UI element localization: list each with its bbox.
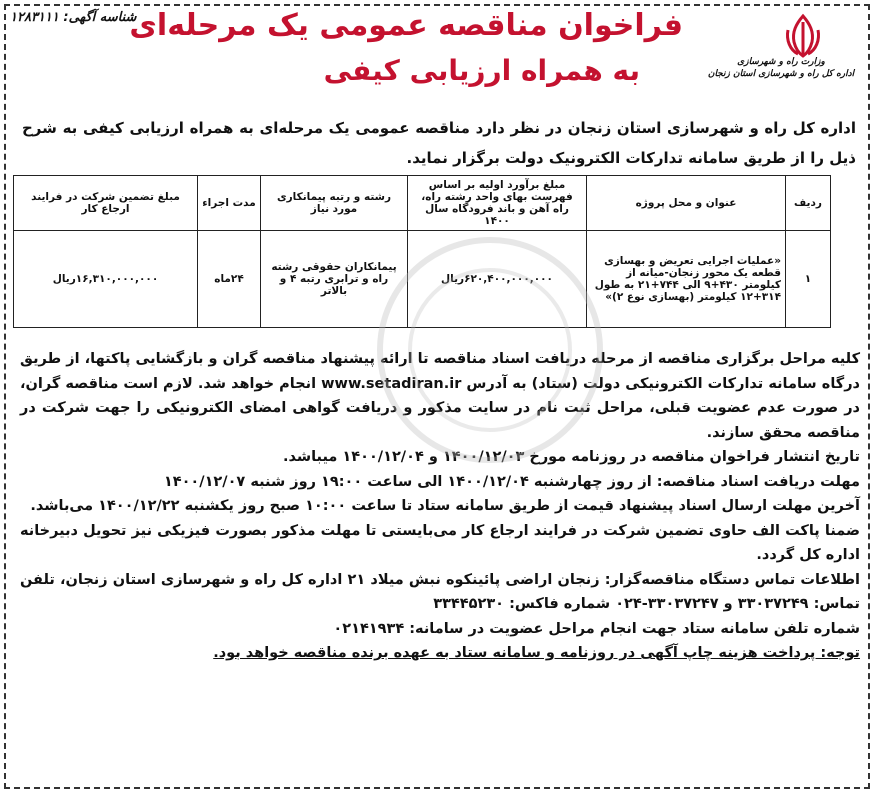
header-contractor: رشته و رتبه پیمانکاری مورد نیاز [261,176,408,231]
cell-contractor: پیمانکاران حقوقی رشته راه و ترابری رتبه ۴ و بالاتر [261,231,408,328]
header-project: عنوان و محل پروژه [587,176,786,231]
ad-id: شناسه آگهی: ۱۲۸۳۱۱۱ [10,10,137,25]
paragraph-doc-deadline: مهلت دریافت اسناد مناقصه: از روز چهارشنبه ۱۴۰۰/۱۲/۰۴ الی ساعت ۱۹:۰۰ روز شنبه ۱۴۰۰/۱۲/۰۷ [163,473,860,490]
cell-project: «عملیات اجرایی تعریض و بهسازی قطعه یک محور زنجان-میانه از کیلومتر ۴۳۰+۹ الی ۷۴۴+۲۱ به طول ۳۱۴+۱۲ کیلومتر (بهسازی نوع ۲)» [587,231,786,328]
paragraph-setad-phone: شماره تلفن سامانه ستاد جهت انجام مراحل عضویت در سامانه: ۰۲۱۴۱۹۳۴ [333,620,860,637]
intro-text: اداره کل راه و شهرسازی استان زنجان در نظر دارد مناقصه عمومی یک مرحله‌ای به همراه ارزیابی کیفی به شرح ذیل را از طریق سامانه تدارکات الکترونیک دولت برگزار نماید. [22,119,856,167]
paragraph-note: توجه: پرداخت هزینه چاپ آگهی در روزنامه و سامانه ستاد به عهده برنده مناقصه خواهد بود. [213,645,860,661]
paragraph-contact: اطلاعات تماس دستگاه مناقصه‌گزار: زنجان اراضی پائینکوه نبش میلاد ۲۱ اداره کل راه و شهرسازی استان زنجان، تلفن تماس: ۳۳۰۳۷۲۴۹ و ۳۳۰۳۷۲۴۷-۰۲۴ شماره فاکس: ۳۳۴۴۵۲۳۰ [20,571,860,612]
tender-table [13,175,831,328]
header-duration: مدت اجراء [198,176,261,231]
paragraph-process: کلیه مراحل برگزاری مناقصه از مرحله دریافت اسناد مناقصه تا ارائه پیشنهاد مناقصه گران و بازگشایی پاکتها، از طریق درگاه سامانه تدارکات الکترونیکی دولت (ستاد) به آدرس www.setadiran.ir انجام خواهد شد. لازم است مناقصه گران، در صورت عدم عضویت قبلی، مراحل ثبت نام در سایت مذکور و دریافت گواهی امضای الکترونیکی را جهت شرکت در مناقصه محقق سازند. [20,351,860,441]
header-guarantee: مبلغ تضمین شرکت در فرایند ارجاع کار [14,176,198,231]
cell-estimate: ۶۲۰,۴۰۰,۰۰۰,۰۰۰ریال [408,231,587,328]
paragraph-bid-deadline: آخرین مهلت ارسال اسناد پیشنهاد قیمت از طریق سامانه ستاد تا ساعت ۱۰:۰۰ صبح روز یکشنبه ۱۴۰۰/۱۲/۲۲ می‌باشد. [30,498,860,514]
org-name [706,56,856,80]
title-line-2: به همراه ارزیابی کیفی [323,54,640,87]
title-line-1: فراخوان مناقصه عمومی یک مرحله‌ای [129,8,683,43]
table-row [14,231,831,328]
header-estimate: مبلغ برآورد اولیه بر اساس فهرست بهای واحد رشته راه، راه آهن و باند فرودگاه سال ۱۴۰۰ [408,176,587,231]
table-header-row [14,176,831,231]
cell-duration: ۲۴ماه [198,231,261,328]
cell-row-no: ۱ [786,231,831,328]
iran-emblem-icon [778,12,828,62]
cell-guarantee: ۱۶,۳۱۰,۰۰۰,۰۰۰ریال [14,231,198,328]
org-line-1: وزارت راه و شهرسازی [737,57,825,67]
paragraph-publish-date: تاریخ انتشار فراخوان مناقصه در روزنامه مورخ ۱۴۰۰/۱۲/۰۳ و ۱۴۰۰/۱۲/۰۴ میباشد. [282,449,860,465]
org-line-2: اداره کل راه و شهرسازی استان زنجان [707,69,855,79]
body-text [20,347,860,666]
header-row-no: ردیف [786,176,831,231]
paragraph-envelope: ضمنا پاکت الف حاوی تضمین شرکت در فرایند ارجاع کار می‌بایستی تا مهلت مذکور بصورت فیزیکی نیز تحویل دبیرخانه اداره کل گردد. [20,522,860,563]
